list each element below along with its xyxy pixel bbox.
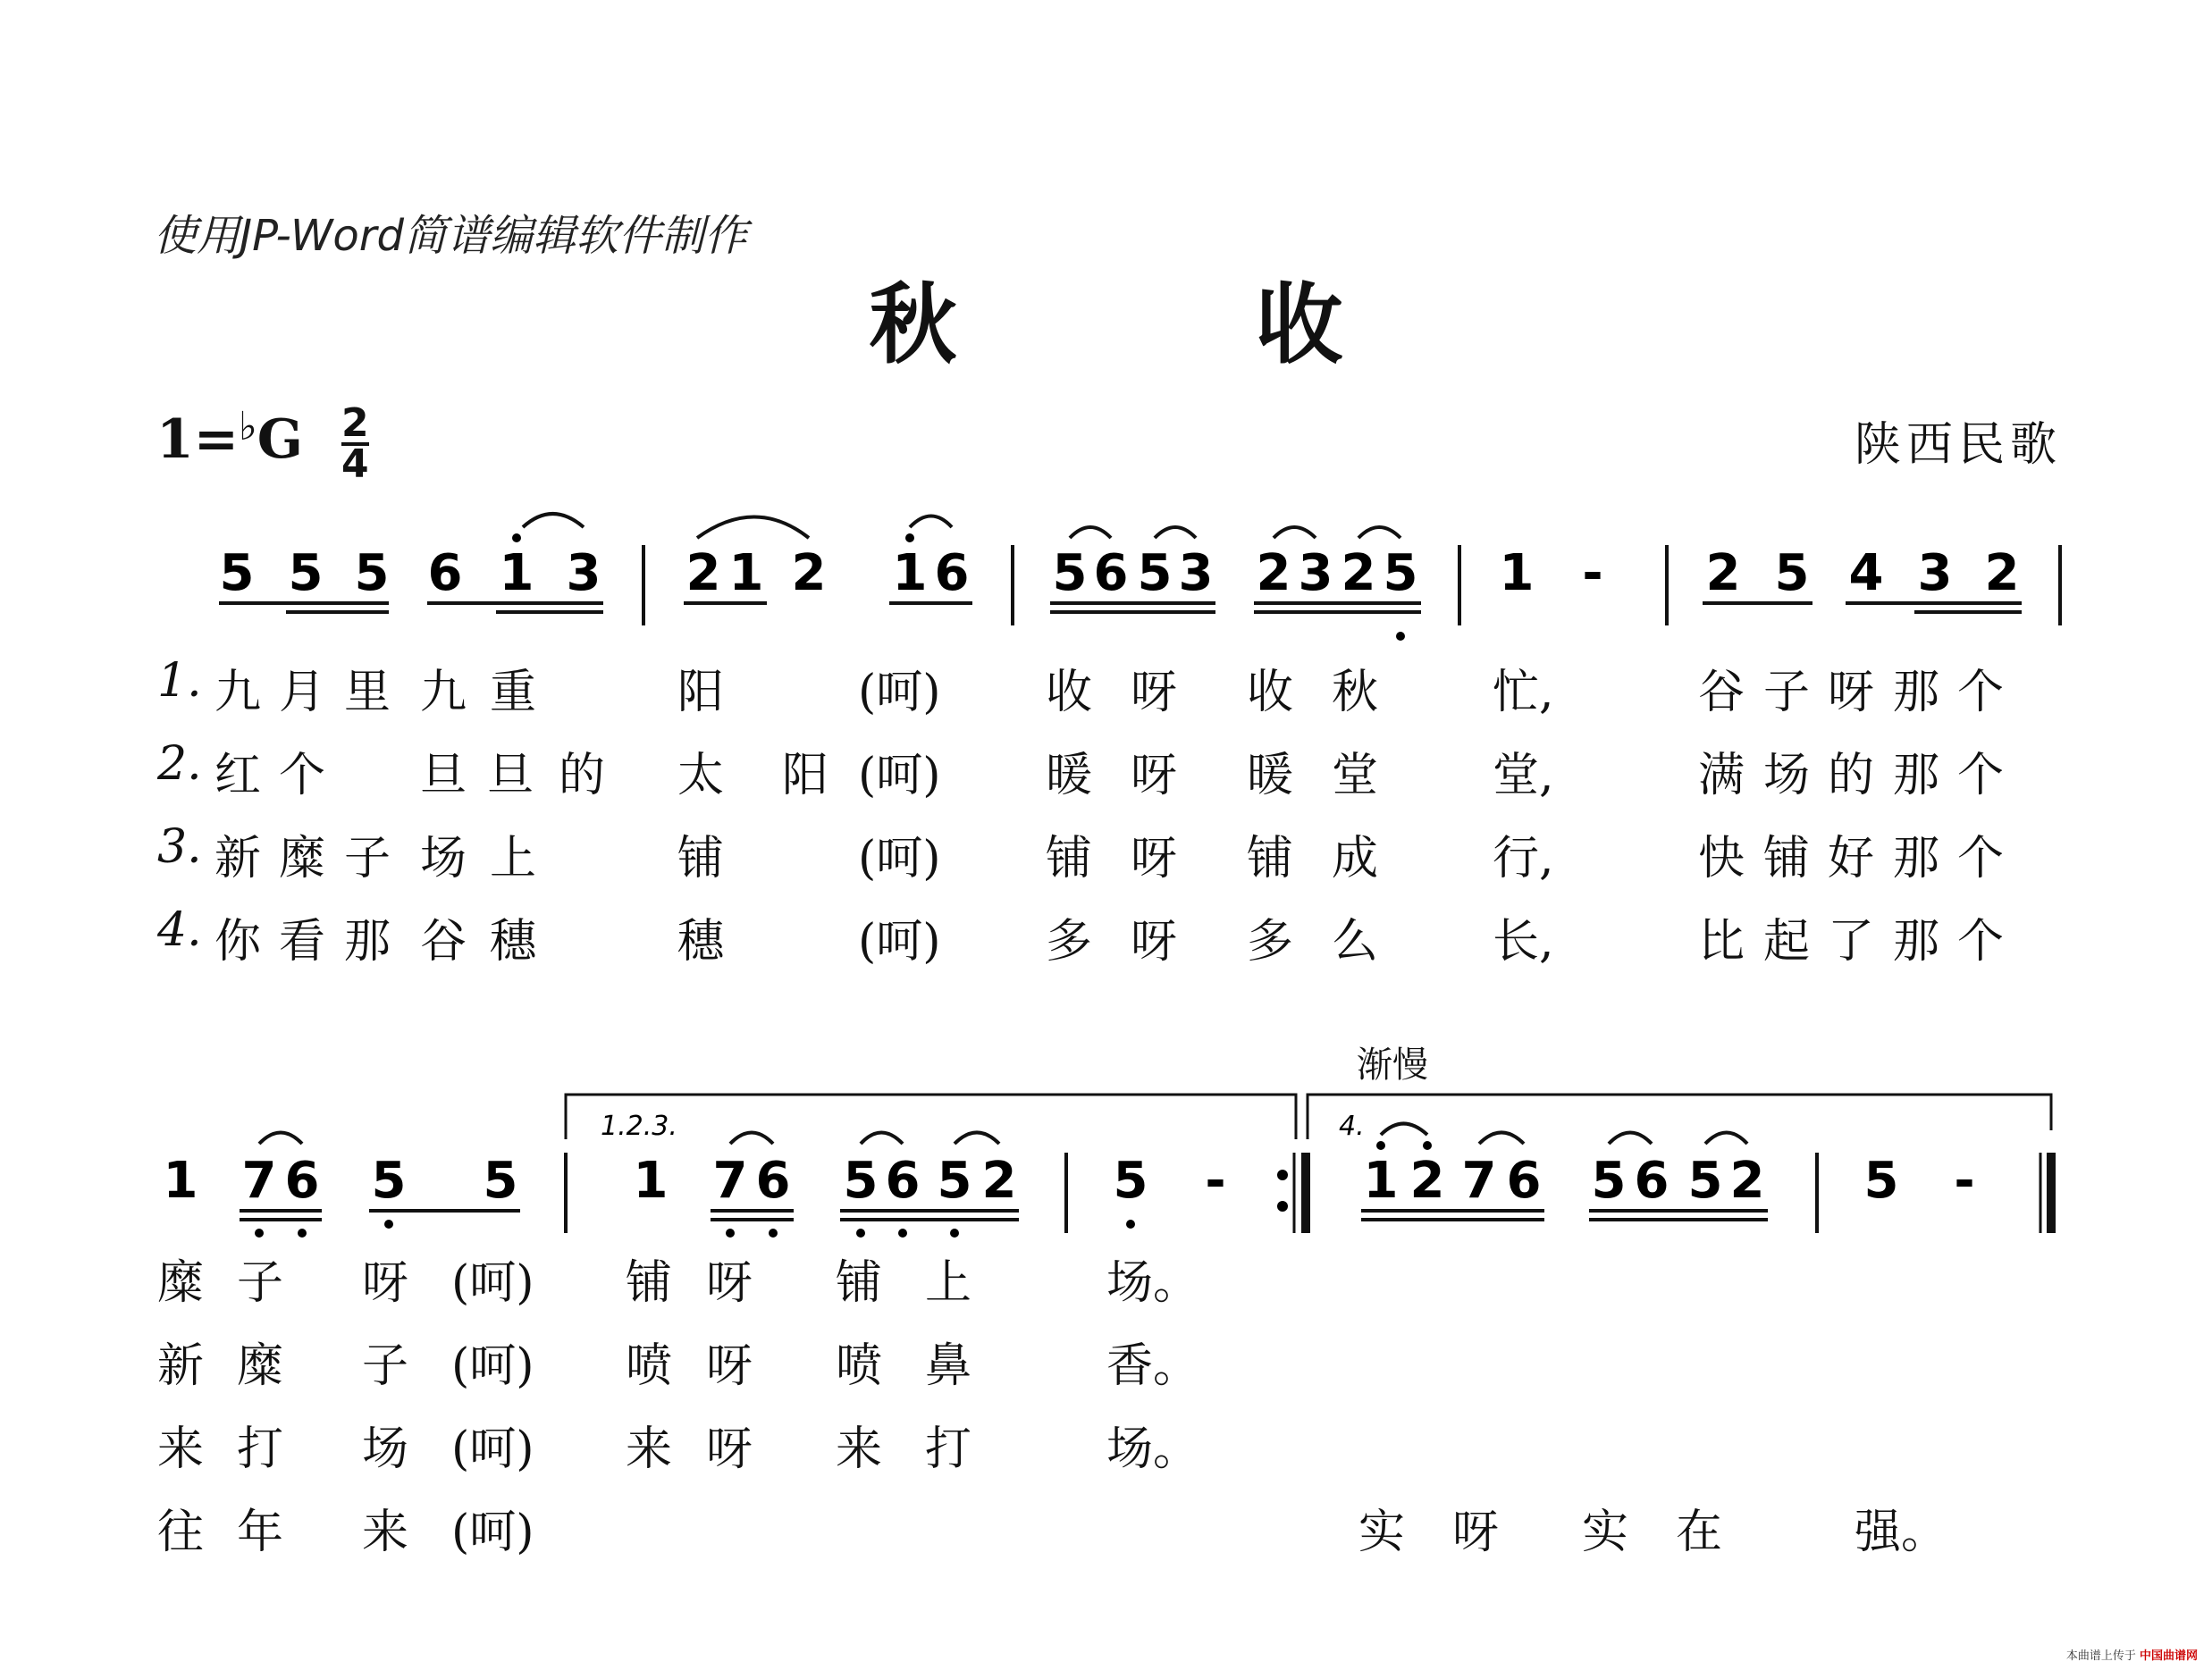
note: 7 [712, 1152, 748, 1210]
note: 2 [1409, 1152, 1445, 1210]
lyric: 来 [626, 1422, 673, 1476]
lyric: 太 [677, 749, 725, 802]
low-octave-dot [950, 1229, 959, 1238]
note: 5 [1137, 544, 1173, 602]
volta-1-label: 1.2.3. [601, 1111, 677, 1142]
lyric: 打 [237, 1422, 284, 1476]
volta-2-label: 4. [1339, 1111, 1365, 1142]
measure-6 [164, 1133, 520, 1238]
low-octave-dot [769, 1229, 778, 1238]
low-octave-dot [384, 1220, 393, 1229]
measure-2 [684, 516, 972, 604]
lyric: 穗 [490, 915, 537, 969]
lyric: 堂, [1493, 749, 1554, 802]
note: 5 [1774, 544, 1810, 602]
measure-7 [634, 1133, 1019, 1238]
volta-bracket-2 [1308, 1095, 2051, 1139]
lyric: 鼻 [925, 1339, 972, 1393]
lyric: (呵) [858, 749, 941, 802]
lyric: 九 [214, 666, 262, 719]
lyric: 暖 [1247, 749, 1294, 802]
slur [955, 1133, 999, 1145]
note: 6 [755, 1152, 791, 1210]
verse-number: 3. [157, 820, 202, 874]
note: 2 [1341, 544, 1376, 602]
lyric: 那 [344, 915, 391, 969]
lyric: 上 [490, 832, 537, 885]
final-bar [2047, 1153, 2056, 1233]
lyric: 铺 [1247, 832, 1294, 885]
lyric: 呀 [706, 1339, 753, 1393]
note: 3 [1298, 544, 1333, 602]
note: 5 [483, 1152, 518, 1210]
lyric: 香。 [1106, 1339, 1200, 1393]
lyric: (呵) [451, 1339, 534, 1393]
lyric-row-2-verse-2 [0, 1328, 2212, 1393]
note: 2 [981, 1152, 1017, 1210]
note: 7 [1461, 1152, 1497, 1210]
measure-9 [1361, 1124, 1768, 1221]
notation-system-1 [0, 500, 2212, 661]
note: 5 [843, 1152, 879, 1210]
software-credit: 使用JP-Word简谱编辑软件制作 [154, 211, 747, 261]
note: 2 [685, 544, 721, 602]
lyric: 子 [362, 1339, 409, 1393]
lyric: 么 [1332, 915, 1379, 969]
note-dash: - [1582, 544, 1603, 602]
lyric: 个 [279, 749, 326, 802]
flat-icon: ♭ [239, 404, 257, 449]
slur [910, 516, 952, 528]
lyric-row-verse-1 [0, 654, 2212, 717]
low-octave-dot [1396, 632, 1405, 641]
lyric: 那 [1893, 749, 1940, 802]
note: 6 [1093, 544, 1129, 602]
slur [1705, 1133, 1747, 1145]
notation-system-2 [0, 1081, 2212, 1251]
key-prefix: 1= [156, 408, 240, 471]
note: 2 [1705, 544, 1741, 602]
lyric: 来 [157, 1422, 205, 1476]
lyric: 打 [925, 1422, 972, 1476]
lyric: 收 [1046, 666, 1093, 719]
lyric: 呀 [706, 1422, 753, 1476]
note: 5 [1863, 1152, 1899, 1210]
lyric: 看 [279, 915, 326, 969]
lyric: 阳 [782, 749, 829, 802]
lyric: 那 [1893, 666, 1940, 719]
verse-number: 4. [157, 903, 202, 957]
note: 5 [1052, 544, 1088, 602]
lyric: 呀 [706, 1256, 753, 1310]
lyric: (呵) [451, 1506, 534, 1559]
lyric: 实 [1358, 1506, 1406, 1559]
repeat-dot [1277, 1201, 1288, 1212]
slur [697, 517, 809, 539]
note: 5 [371, 1152, 407, 1210]
note: 5 [288, 544, 324, 602]
time-signature [341, 399, 369, 487]
lyric: 铺 [1046, 832, 1093, 885]
slur [861, 1133, 903, 1145]
lyric: 呀 [1452, 1506, 1500, 1559]
measure-3 [1050, 527, 1421, 641]
lyric: 个 [1957, 666, 2005, 719]
lyric-row-verse-3 [0, 820, 2212, 883]
site-logo: 中国曲谱网 [2139, 1649, 2198, 1663]
low-octave-dot [856, 1229, 865, 1238]
lyric: 秋 [1332, 666, 1379, 719]
slur [730, 1133, 773, 1145]
verse-number: 2. [157, 737, 202, 791]
note: 1 [633, 1152, 669, 1210]
lyric: 强。 [1855, 1506, 1948, 1559]
lyric: 呀 [1131, 666, 1178, 719]
lyric: 谷 [420, 915, 467, 969]
lyric: 的 [559, 749, 606, 802]
lyric: 上 [925, 1256, 972, 1310]
low-octave-dot [726, 1229, 735, 1238]
lyric: 比 [1698, 915, 1745, 969]
slur [259, 1133, 302, 1145]
note: 5 [1113, 1152, 1148, 1210]
lyric: 糜 [157, 1256, 205, 1310]
lyric: (呵) [858, 915, 941, 969]
lyric: 铺 [1763, 832, 1811, 885]
lyric: 个 [1957, 915, 2005, 969]
lyric: 旦 [420, 749, 467, 802]
lyric: 呀 [1828, 666, 1875, 719]
lyric: 快 [1698, 832, 1745, 885]
low-octave-dot [298, 1229, 307, 1238]
lyric: 新 [157, 1339, 205, 1393]
lyric: 场。 [1106, 1422, 1200, 1476]
lyric: 铺 [626, 1256, 673, 1310]
lyric: 呀 [1131, 832, 1178, 885]
lyric: 呀 [362, 1256, 409, 1310]
lyric: 九 [420, 666, 467, 719]
note: 5 [354, 544, 390, 602]
slur [1070, 527, 1111, 538]
time-top: 2 [341, 399, 369, 446]
high-octave-dot [1376, 1141, 1385, 1150]
measure-1 [219, 514, 603, 612]
lyric: 实 [1582, 1506, 1629, 1559]
lyric: 个 [1957, 749, 2005, 802]
lyric: 里 [344, 666, 391, 719]
lyric: 子 [237, 1256, 284, 1310]
low-octave-dot [898, 1229, 907, 1238]
lyric: 糜 [279, 832, 326, 885]
slur [523, 514, 584, 527]
note: 5 [219, 544, 255, 602]
lyric: 穗 [677, 915, 725, 969]
lyric-row-verse-4 [0, 903, 2212, 969]
slur [1381, 1124, 1427, 1136]
lyric: 长, [1493, 915, 1554, 969]
lyric: 暖 [1046, 749, 1093, 802]
lyric: 个 [1957, 832, 2005, 885]
slur [1274, 527, 1316, 538]
lyric: 来 [836, 1422, 883, 1476]
note: 2 [1984, 544, 2020, 602]
lyric: 糜 [237, 1339, 284, 1393]
note: 5 [1687, 1152, 1723, 1210]
tempo-marking: 渐慢 [1357, 1045, 1428, 1086]
note: 1 [728, 544, 764, 602]
lyric: 新 [214, 832, 262, 885]
note: 2 [1256, 544, 1291, 602]
lyric: 旦 [487, 749, 534, 802]
low-octave-dot [1126, 1220, 1135, 1229]
note: 4 [1848, 544, 1884, 602]
lyric: 子 [344, 832, 391, 885]
lyric: 场 [1763, 749, 1811, 802]
lyric: 多 [1046, 915, 1093, 969]
lyric: 呀 [1131, 915, 1178, 969]
note: 5 [1383, 544, 1418, 602]
note: 6 [885, 1152, 921, 1210]
lyric: 好 [1828, 832, 1875, 885]
lyric: (呵) [451, 1256, 534, 1310]
lyric: 那 [1893, 832, 1940, 885]
slur [1155, 527, 1196, 538]
note: 2 [1729, 1152, 1765, 1210]
note: 6 [1634, 1152, 1670, 1210]
lyric: (呵) [858, 832, 941, 885]
lyric: 成 [1332, 832, 1379, 885]
song-origin: 陕西民歌 [1854, 418, 2062, 472]
lyric: 在 [1676, 1506, 1723, 1559]
lyric: 来 [362, 1506, 409, 1559]
lyric: (呵) [451, 1422, 534, 1476]
lyric: 场 [420, 832, 467, 885]
lyric: 堂 [1332, 749, 1379, 802]
lyric-row-2-verse-3 [0, 1411, 2212, 1476]
lyric: 阳 [677, 666, 725, 719]
lyric: 的 [1828, 749, 1875, 802]
lyric: 月 [279, 666, 326, 719]
note-dash: - [1205, 1152, 1226, 1210]
lyric: 铺 [836, 1256, 883, 1310]
lyric: 了 [1828, 915, 1875, 969]
lyric: 年 [237, 1506, 284, 1559]
lyric-row-2-verse-4 [0, 1494, 2212, 1557]
measure-8 [1114, 1152, 1310, 1233]
note: 6 [427, 544, 463, 602]
repeat-dot [1277, 1170, 1288, 1180]
note: 6 [284, 1152, 320, 1210]
note: 1 [1363, 1152, 1399, 1210]
note: 3 [566, 544, 601, 602]
high-octave-dot [1423, 1141, 1432, 1150]
lyric: 你 [214, 915, 262, 969]
lyric: 喷 [836, 1339, 883, 1393]
lyric: 那 [1893, 915, 1940, 969]
slur [1358, 527, 1400, 538]
note: 6 [1506, 1152, 1542, 1210]
lyric: 满 [1698, 749, 1745, 802]
site-footer [2066, 1646, 2198, 1663]
lyric: 忙, [1493, 666, 1554, 719]
note: 1 [499, 544, 534, 602]
measure-10 [1864, 1152, 1975, 1210]
note: 5 [937, 1152, 972, 1210]
verse-number: 1. [157, 654, 202, 708]
note: 6 [934, 544, 970, 602]
time-bottom: 4 [341, 441, 369, 487]
lyric: 场 [362, 1422, 409, 1476]
lyric: 喷 [626, 1339, 673, 1393]
note: 2 [791, 544, 827, 602]
high-octave-dot [905, 533, 914, 542]
lyric: 多 [1247, 915, 1294, 969]
measure-4 [1500, 544, 1603, 602]
lyric: 场。 [1106, 1256, 1200, 1310]
note: 7 [241, 1152, 277, 1210]
lyric: 子 [1763, 666, 1811, 719]
lyric: 呀 [1131, 749, 1178, 802]
note: 1 [1499, 544, 1535, 602]
lyric: 起 [1763, 915, 1811, 969]
note: 3 [1917, 544, 1953, 602]
note: 5 [1591, 1152, 1627, 1210]
lyric: 行, [1493, 832, 1554, 885]
song-title: 秋 收 [869, 273, 1477, 376]
note: 1 [892, 544, 928, 602]
slur [1479, 1133, 1524, 1145]
upload-note: 本曲谱上传于 [2065, 1649, 2136, 1663]
lyric: (呵) [858, 666, 941, 719]
high-octave-dot [512, 533, 521, 542]
lyric-row-verse-2 [0, 737, 2212, 800]
low-octave-dot [255, 1229, 264, 1238]
slur [1609, 1133, 1652, 1145]
lyric: 谷 [1698, 666, 1745, 719]
note-dash: - [1954, 1152, 1975, 1210]
lyric: 红 [214, 749, 262, 802]
measure-5 [1703, 544, 2022, 612]
note: 1 [163, 1152, 198, 1210]
repeat-end-bar [1301, 1153, 1310, 1233]
lyric: 铺 [677, 832, 725, 885]
key-note: G [257, 408, 304, 471]
lyric: 收 [1247, 666, 1294, 719]
lyric: 重 [490, 666, 537, 719]
note: 3 [1178, 544, 1214, 602]
lyric-row-2-verse-1 [0, 1245, 2212, 1310]
lyric: 往 [157, 1506, 205, 1559]
key-signature [156, 399, 369, 487]
